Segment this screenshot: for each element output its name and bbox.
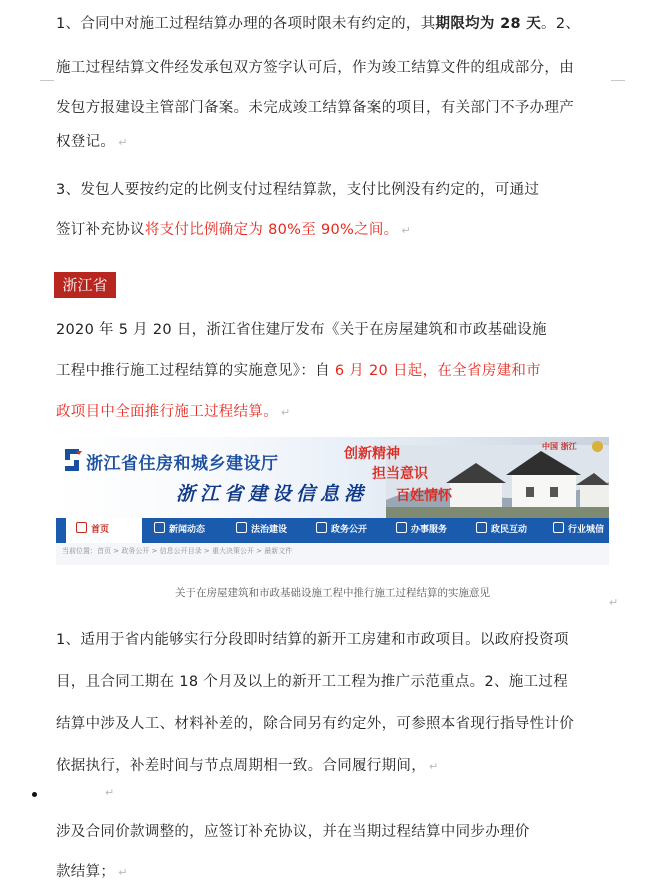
p3-red-scope: 政项目中全面推行施工过程结算。 bbox=[56, 404, 278, 420]
p3-line3 bbox=[56, 400, 291, 421]
website-banner bbox=[56, 437, 609, 518]
slogan-responsibility: 担当意识 bbox=[372, 466, 428, 482]
p2-line1: 3、发包人要按约定的比例支付过程结算款，支付比例没有约定的，可通过 bbox=[56, 182, 540, 198]
paragraph-mark: ↵ bbox=[401, 224, 412, 237]
p1-bold-deadline: 期限均为 28 天 bbox=[435, 16, 542, 32]
page-corner-right bbox=[611, 80, 625, 89]
p5-line1: 涉及合同价款调整的，应签订补充协议，并在当期过程结算中同步办理价 bbox=[56, 824, 530, 840]
public-icon bbox=[316, 522, 327, 533]
paragraph-mark: ↵ bbox=[609, 596, 619, 609]
p3-line1: 2020 年 5 月 20 日，浙江省住建厅发布《关于在房屋建筑和市政基础设施 bbox=[56, 322, 547, 338]
list-bullet bbox=[32, 792, 37, 797]
paragraph-mark: ↵ bbox=[429, 760, 439, 773]
website-screenshot bbox=[56, 437, 609, 565]
nav-law[interactable] bbox=[236, 518, 287, 543]
site-subtitle: 浙江省建设信息港 bbox=[176, 483, 369, 505]
nav-service-label: 办事服务 bbox=[411, 525, 448, 535]
p1-line4 bbox=[56, 130, 128, 151]
news-icon bbox=[154, 522, 165, 533]
site-badge: 中国 浙江 bbox=[542, 442, 577, 451]
nav-home-label: 首页 bbox=[91, 525, 110, 535]
p1-line3: 发包方报建设主管部门备案。未完成竣工结算备案的项目，有关部门不予办理产 bbox=[56, 100, 574, 116]
nav-news-label: 新闻动态 bbox=[169, 525, 206, 535]
paragraph-mark: ↵ bbox=[118, 136, 128, 149]
p1-text-a: 1、合同中对施工过程结算办理的各项时限未有约定的，其 bbox=[56, 16, 436, 32]
law-icon bbox=[236, 522, 247, 533]
nav-industry[interactable] bbox=[553, 518, 604, 543]
p3-line2-text: 工程中推行施工过程结算的实施意见》：自 bbox=[56, 363, 330, 379]
paragraph-mark: ↵ bbox=[281, 406, 291, 419]
p4-line1: 1、适用于省内能够实行分段即时结算的新开工房建和市政项目。以政府投资项 bbox=[56, 632, 569, 648]
p4-line3: 结算中涉及人工、材料补差的，除合同另有约定外，可参照本省现行指导性计价 bbox=[56, 716, 574, 732]
p4-line2: 目，且合同工期在 18 个月及以上的新开工工程为推广示范重点。2、施工过程 bbox=[56, 674, 568, 690]
nav-industry-label: 行业城信 bbox=[568, 525, 605, 535]
nav-public-label: 政务公开 bbox=[331, 525, 368, 535]
nav-news[interactable] bbox=[154, 518, 205, 543]
p3-red-date: 6 月 20 日起，在全省房建和市 bbox=[329, 363, 541, 379]
paragraph-mark: ↵ bbox=[105, 786, 115, 799]
slogan-people: 百姓情怀 bbox=[396, 488, 452, 504]
settings-circle-icon bbox=[592, 441, 603, 452]
p4-line4-text: 依据执行，补差时间与节点周期相一致。合同履行期间， bbox=[56, 758, 426, 774]
p1-line1 bbox=[56, 12, 580, 33]
nav-home[interactable] bbox=[66, 518, 142, 543]
site-name: 浙江省住房和城乡建设厅 bbox=[86, 454, 279, 474]
section-tag-zhejiang: 浙江省 bbox=[54, 272, 116, 298]
nav-interaction-label: 政民互动 bbox=[491, 525, 528, 535]
p2-line2 bbox=[56, 218, 411, 239]
page-corner-left bbox=[40, 80, 54, 89]
home-icon bbox=[76, 522, 87, 533]
service-icon bbox=[396, 522, 407, 533]
breadcrumb: 当前位置：首页 > 政务公开 > 信息公开目录 > 重大决策公开 > 最新文件 bbox=[62, 547, 293, 555]
nav-interaction[interactable] bbox=[476, 518, 527, 543]
nav-service[interactable] bbox=[396, 518, 447, 543]
industry-icon bbox=[553, 522, 564, 533]
nav-law-label: 法治建设 bbox=[251, 525, 288, 535]
slogan-innovation: 创新精神 bbox=[344, 446, 400, 462]
website-nav-bar bbox=[56, 518, 609, 543]
p1-line4-text: 权登记。 bbox=[56, 134, 116, 150]
p1-text-b: 。2、 bbox=[541, 16, 581, 32]
p5-line2 bbox=[56, 860, 128, 881]
paragraph-mark: ↵ bbox=[118, 866, 128, 879]
interaction-icon bbox=[476, 522, 487, 533]
p4-line4 bbox=[56, 754, 439, 775]
p3-line2 bbox=[56, 359, 541, 380]
p1-line2: 施工过程结算文件经发承包双方签字认可后，作为竣工结算文件的组成部分，由 bbox=[56, 60, 574, 76]
ministry-logo-icon bbox=[62, 447, 84, 473]
image-caption: 关于在房屋建筑和市政基础设施工程中推行施工过程结算的实施意见 bbox=[175, 587, 490, 599]
p5-line2-text: 款结算； bbox=[56, 864, 116, 880]
p2-red-ratio: 将支付比例确定为 80%至 90%之间。 bbox=[144, 222, 399, 238]
nav-public[interactable] bbox=[316, 518, 367, 543]
p2-line2-text: 签订补充协议 bbox=[56, 222, 145, 238]
